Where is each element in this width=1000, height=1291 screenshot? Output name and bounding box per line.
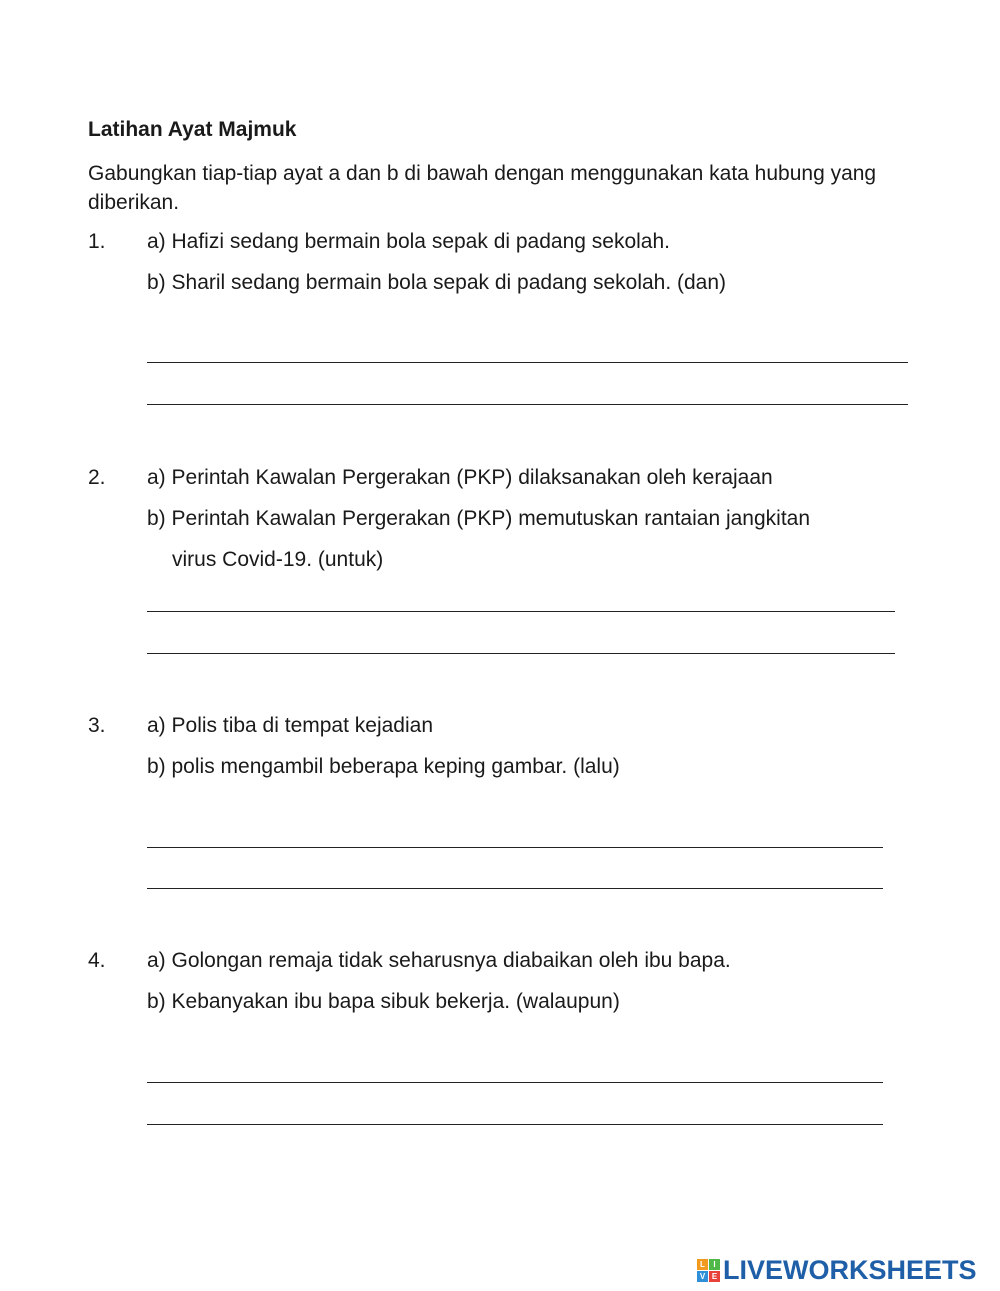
answer-input-2-line-2[interactable] bbox=[147, 623, 895, 653]
answer-input-1-line-1[interactable] bbox=[147, 332, 908, 362]
answer-line bbox=[147, 611, 895, 612]
question-number: 3. bbox=[88, 714, 106, 737]
logo-mark-letter: V bbox=[697, 1271, 708, 1282]
sentence-b-continuation: virus Covid-19. (untuk) bbox=[172, 548, 384, 571]
answer-line bbox=[147, 404, 908, 405]
logo-mark-letter: I bbox=[709, 1259, 720, 1270]
sentence-b: b) Sharil sedang bermain bola sepak di padang sekolah. (dan) bbox=[147, 271, 727, 294]
answer-input-1-line-2[interactable] bbox=[147, 374, 908, 404]
answer-line bbox=[147, 888, 883, 889]
answer-line bbox=[147, 847, 883, 848]
logo-mark-letter: L bbox=[697, 1259, 708, 1270]
worksheet-title: Latihan Ayat Majmuk bbox=[88, 118, 297, 141]
liveworksheets-logo bbox=[697, 1255, 977, 1286]
answer-line bbox=[147, 653, 895, 654]
worksheet-instruction: Gabungkan tiap-tiap ayat a dan b di bawah dengan menggunakan kata hubung yang diberikan. bbox=[88, 162, 877, 214]
logo-mark-letter: E bbox=[709, 1271, 720, 1282]
sentence-b: b) Perintah Kawalan Pergerakan (PKP) memutuskan rantaian jangkitan bbox=[147, 507, 811, 530]
answer-input-2-line-1[interactable] bbox=[147, 581, 895, 611]
answer-line bbox=[147, 1124, 883, 1125]
question-number: 2. bbox=[88, 466, 106, 489]
sentence-b: b) Kebanyakan ibu bapa sibuk bekerja. (walaupun) bbox=[147, 990, 620, 1013]
answer-line bbox=[147, 362, 908, 363]
sentence-a: a) Polis tiba di tempat kejadian bbox=[147, 714, 433, 737]
logo-text: LIVEWORKSHEETS bbox=[723, 1255, 977, 1285]
question-number: 1. bbox=[88, 230, 106, 253]
answer-input-4-line-1[interactable] bbox=[147, 1052, 883, 1082]
sentence-b: b) polis mengambil beberapa keping gambar. (lalu) bbox=[147, 755, 620, 778]
sentence-a: a) Perintah Kawalan Pergerakan (PKP) dilaksanakan oleh kerajaan bbox=[147, 466, 773, 489]
sentence-a: a) Hafizi sedang bermain bola sepak di padang sekolah. bbox=[147, 230, 671, 253]
sentence-a: a) Golongan remaja tidak seharusnya diabaikan oleh ibu bapa. bbox=[147, 949, 731, 972]
answer-input-3-line-2[interactable] bbox=[147, 858, 883, 888]
liveworksheets-logo-icon bbox=[697, 1259, 720, 1282]
answer-input-4-line-2[interactable] bbox=[147, 1094, 883, 1124]
question-number: 4. bbox=[88, 949, 106, 972]
answer-line bbox=[147, 1082, 883, 1083]
answer-input-3-line-1[interactable] bbox=[147, 817, 883, 847]
